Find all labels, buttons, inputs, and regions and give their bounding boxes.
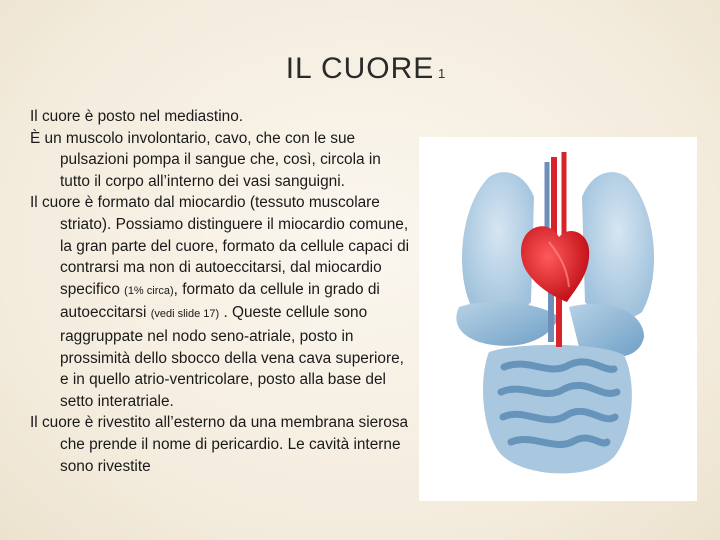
body-text	[30, 106, 410, 477]
paragraph: È un muscolo involontario, cavo, che con le sue pulsazioni pompa il sangue che, così, circola in tutto il corpo all’interno dei vasi sanguigni.	[30, 129, 381, 190]
paragraph	[30, 192, 410, 412]
paragraph: Il cuore è posto nel mediastino.	[30, 108, 244, 125]
paragraph-text: , formato da cellule in grado di autoeccitarsi	[60, 280, 380, 322]
paragraph-text: . Queste cellule sono raggruppate nel nodo seno-atriale, posto in prossimità dello sbocco della vena cava superiore, e in quello atrio-ventricolare, posto alla base del setto interatriale.	[60, 304, 404, 410]
paragraph-text: Il cuore è formato dal miocardio (tessuto muscolare striato). Possiamo distinguere il miocardio comune, la gran parte del cuore, formato da cellule capaci di contrarsi ma non di autoeccitarsi, dal miocardio specifico	[30, 194, 410, 298]
heart-anatomy-icon	[419, 137, 697, 501]
liver-shape	[456, 302, 559, 346]
right-lung-shape	[582, 172, 654, 319]
anatomy-figure	[419, 137, 697, 501]
paragraph: Il cuore è rivestito all’esterno da una membrana sierosa che prende il nome di pericardio. Le cavità interne sono rivestite	[30, 414, 409, 475]
slide-title: IL CUORE	[285, 52, 435, 85]
paragraph-note: (vedi slide 17)	[150, 308, 220, 321]
paragraph-note: (1% circa)	[124, 284, 174, 297]
slide-number: 1	[438, 66, 446, 81]
